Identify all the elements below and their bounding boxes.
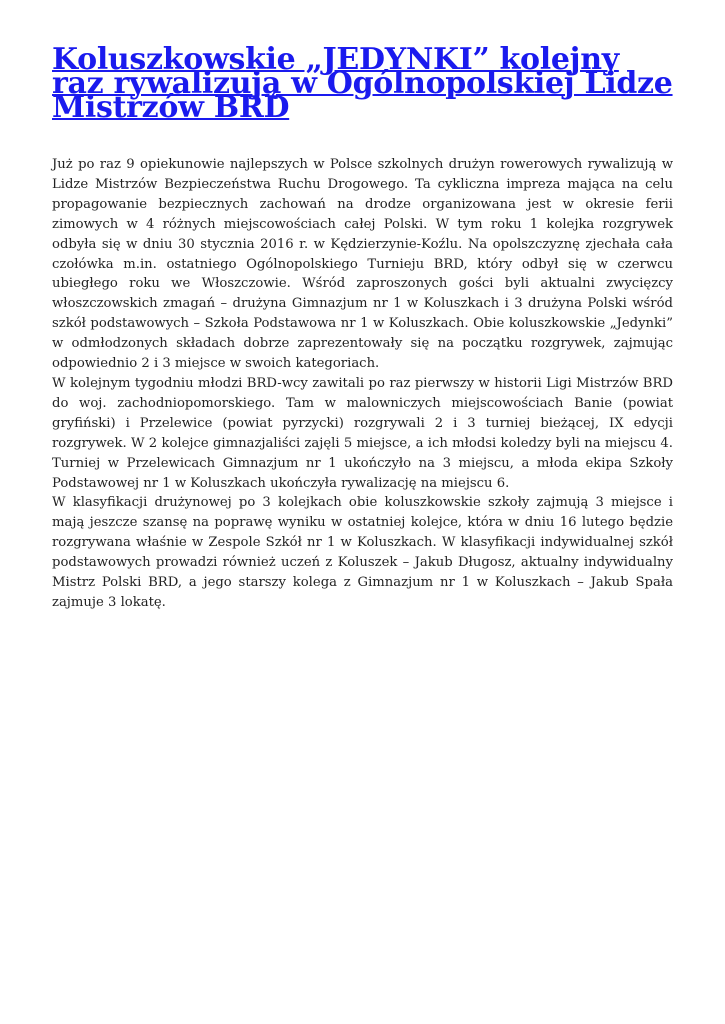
- article-paragraph-3: W klasyfikacji drużynowej po 3 kolejkach obie koluszkowskie szkoły zajmują 3 miejsce i mają jeszcze szansę na poprawę wyniku w ostatniej kolejce, która w dniu 16 lutego będzie rozgrywana właśnie w Zespole Szkół nr 1 w Koluszkach. W klasyfikacji indywidualnej szkół podstawowych prowadzi również uczeń z Koluszek – Jakub Długosz, aktualny indywidualny Mistrz Polski BRD, a jego starszy kolega z Gimnazjum nr 1 w Koluszkach – Jakub Spała zajmuje 3 lokatę.: [52, 495, 673, 610]
- article-body: [52, 155, 673, 613]
- article-title: [52, 42, 673, 125]
- article-paragraph-2: W kolejnym tygodniu młodzi BRD-wcy zawitali po raz pierwszy w historii Ligi Mistrzów BRD do woj. zachodniopomorskiego. Tam w malowniczych miejscowościach Banie (powiat gryfiński) i Przelewice (powiat pyrzycki) rozgrywali 2 i 3 turniej bieżącej, IX edycji rozgrywek. W 2 kolejce gimnazjaliści zajęli 5 miejsce, a ich młodsi koledzy byli na miejscu 4. Turniej w Przelewicach Gimnazjum nr 1 ukończyło na 3 miejscu, a młoda ekipa Szkoły Podstawowej nr 1 w Koluszkach ukończyła rywalizację na miejscu 6.: [52, 375, 673, 491]
- article-paragraph-1: Już po raz 9 opiekunowie najlepszych w Polsce szkolnych drużyn rowerowych rywalizują w Lidze Mistrzów Bezpieczeństwa Ruchu Drogowego. Ta cykliczna impreza mająca na celu propagowanie bezpiecznych zachowań na drodze organizowana jest w okresie ferii zimowych w 4 różnych miejscowościach całej Polski. W tym roku 1 kolejka rozgrywek odbyła się w dniu 30 stycznia 2016 r. w Kędzierzynie-Koźlu. Na opolszczyznę zjechała cała czołówka m.in. ostatniego Ogólnopolskiego Turnieju BRD, który odbył się w czerwcu ubiegłego roku we Włoszczowie. Wśród zaproszonych gości byli aktualni zwycięzcy włoszczowskich zmagań – drużyna Gimnazjum nr 1 w Koluszkach i 3 drużyna Polski wśród szkół podstawowych – Szkoła Podstawowa nr 1 w Koluszkach. Obie koluszkowskie „Jedynki” w odmłodzonych składach dobrze zaprezentowały się na początku rozgrywek, zajmując odpowiednio 2 i 3 miejsce w swoich kategoriach.: [52, 157, 673, 372]
- article-title-link[interactable]: Koluszkowskie „JEDYNKI” kolejny raz rywalizują w Ogólnopolskiej Lidze Mistrzów BRD: [52, 42, 673, 125]
- page: [52, 42, 673, 613]
